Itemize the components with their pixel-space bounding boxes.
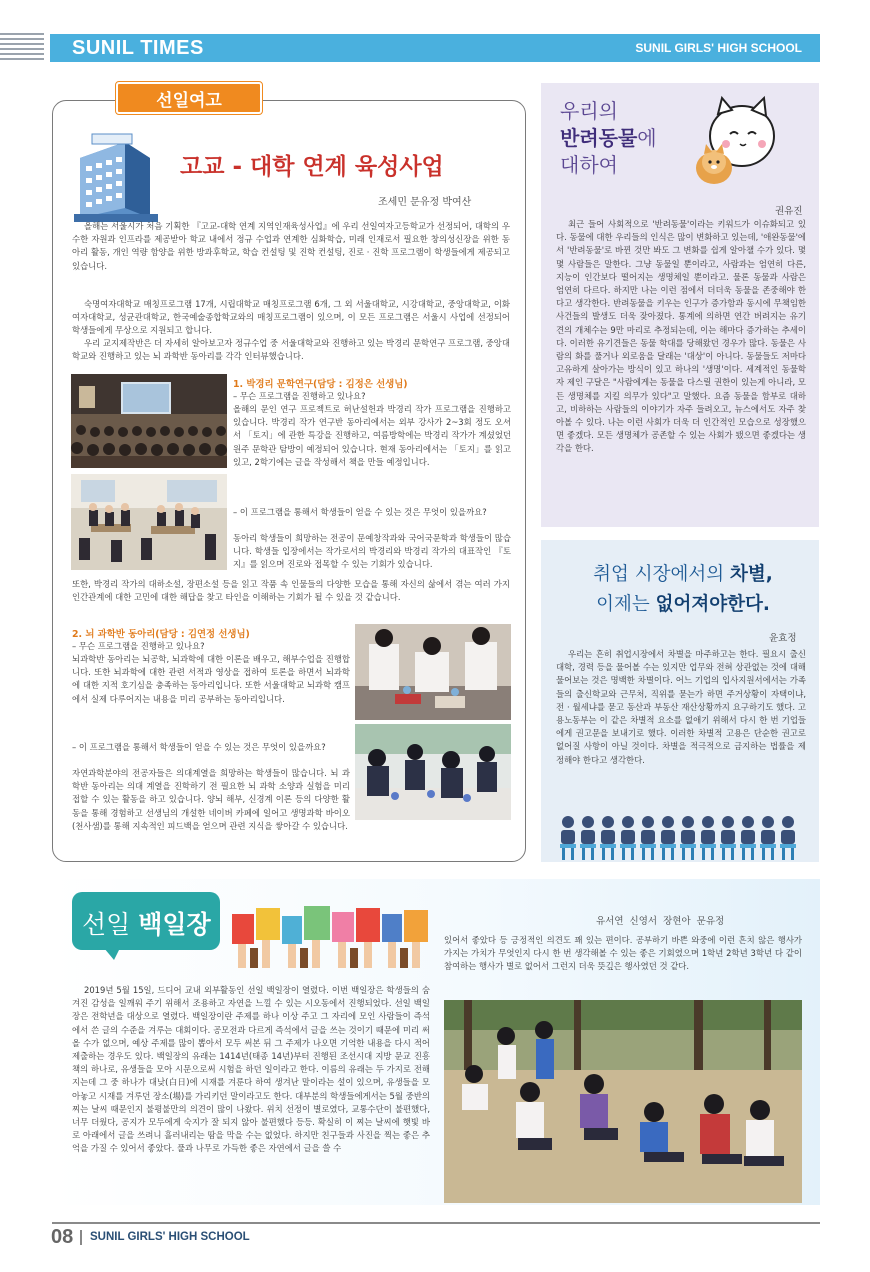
pets-article-title — [560, 98, 657, 179]
cat-and-dog-illustration — [686, 92, 782, 190]
section2-question-1: – 무슨 프로그램을 진행하고 있나요? — [72, 641, 205, 651]
section1-answer-2-continued: 또한, 박경리 작가의 대하소설, 장편소설 등을 읽고 작품 속 인물들의 다양한 모습을 통해 자신의 삶에서 겪는 여러 가지 인간관계에 대한 고민에 대한 해답을 찾고 타인을 이해하는 기회가 될 수 있을 것 같습니다. — [72, 579, 510, 603]
pets-title-line-1: 우리의 — [560, 99, 618, 123]
section-tag — [116, 82, 262, 114]
job-title-bold-2: 없어져야한다. — [655, 594, 770, 615]
pets-title-suffix: 에 — [637, 126, 657, 150]
baekiljang-authors: 유서연 신영서 장현아 문유정 — [596, 916, 725, 927]
footer-separator — [80, 1230, 82, 1245]
job-title-bold-1: 차별, — [730, 564, 773, 585]
job-article-author: 윤효정 — [769, 633, 797, 644]
header-bar — [50, 34, 820, 62]
page-number: 08 — [51, 1226, 74, 1248]
section2-heading: 2. 뇌 과학반 동아리(담당 : 김연정 선생님) — [72, 629, 250, 640]
pets-title-bold: 반려동물 — [560, 126, 638, 150]
newspaper-title: SUNIL TIMES — [72, 36, 204, 59]
header-school-name: SUNIL GIRLS' HIGH SCHOOL — [635, 41, 802, 55]
classroom-photo — [71, 474, 227, 570]
footer-divider — [52, 1222, 820, 1224]
section1-question-1: – 무슨 프로그램을 진행하고 있나요? — [233, 391, 366, 401]
header-stripes — [0, 33, 44, 61]
section2-question-2: – 이 프로그램을 통해서 학생들이 얻을 수 있는 것은 무엇이 있을까요? — [72, 742, 326, 752]
hands-holding-books-illustration — [228, 904, 432, 970]
main-article-title: 고교 - 대학 연계 육성사업 — [180, 154, 444, 180]
job-title-part-2: 이제는 — [596, 594, 656, 615]
section1-heading: 1. 박경리 문학연구(담당 : 김정은 선생님) — [233, 379, 408, 390]
section2-answer-1: 뇌과학반 동아리는 뇌공학, 뇌과학에 대한 이론을 배우고, 해부수업을 진행합니다. 또한 뇌과학에 대한 관련 서적과 영상을 접하여 토론을 하면서 뇌과학에 대한 지적 호기심을 충족하는 동아리입니다. 또한 서울대학교 뇌과학 캠프에서 실제 다루어지는 내용을 미리 공부하는 동아리입니다. — [72, 654, 350, 704]
job-article-title — [558, 560, 808, 620]
intro-paragraph-3: 우리 교지제작반은 더 자세히 알아보고자 정규수업 중 서울대학교와 진행하고 있는 박경리 문학연구 프로그램, 중앙대학교와 진행하고 있는 뇌 과학반 동아리를 각각 인터뷰했습니다. — [72, 338, 510, 362]
baekiljang-bubble-tail — [104, 948, 120, 960]
baekiljang-title-regular: 선일 — [82, 910, 139, 939]
footer-school-name: SUNIL GIRLS' HIGH SCHOOL — [90, 1231, 250, 1243]
section1-question-2: – 이 프로그램을 통해서 학생들이 얻을 수 있는 것은 무엇이 있을까요? — [233, 507, 487, 517]
pets-article-body: 최근 들어 사회적으로 '반려동물'이라는 키워드가 이슈화되고 있다. 동물에 대한 우리들의 인식은 많이 변화하고 있는데, '애완동물'에서 '반려동물'로 바뀐 것만 봐도 그 변화를 쉽게 알아챌 수가 있다. 몇몇 사람들은 말한다. 그냥 동물일 뿐이라고, 사람과는 엄연히 다른, 지능이 인간보다 떨어지는 생명체일 뿐이라고. 물론 동물과 사람은 엄연히 다르다. 하지만 나는 이런 점에서 더더욱 동물을 존중해야 한다고 생각한다. 반려동물을 키우는 인구가 증가함과 동시에 무책임한 사건들의 발생도 더욱 잦아졌다. 통계에 의하면 연간 버려지는 유기견의 개체수는 9만 마리로 추정되는데, 이는 해마다 증가하는 추세이다. 이러한 유기견들은 동물 학대를 당해왔던 경우가 많다. 동물은 사람의 화를 풀거나 외로움을 달래는 '대상'이 아니다. 동물들도 저마다 고유하게 살아가는 방식이 있고 하나의 '생명'이다. 세계적인 동물학자 제인 구달은 "사람에게는 동물을 다스릴 권한이 있는게 아니라, 모든 생명체를 지킬 의무가 있다"고 말했다. 요즘 동물을 함부로 대하고, 비하하는 사람들의 이야기가 자주 들려오고, 뉴스에서도 자주 찾아볼 수 있다. 나는 이런 사회가 더욱 더 인간적인 모습으로 성장했으면 좋겠다. 모든 생명체가 공존할 수 있는 사회가 됐으면 좋겠다는 생각을 한다. — [556, 219, 806, 454]
section-tag-label: 선일여고 — [156, 90, 222, 111]
job-seekers-illustration — [558, 810, 802, 862]
section2-answer-2-start: 자연과학분야의 전공자들은 의대계열을 희망하는 학생들이 많습니다. 뇌 과학반 동아리는 의대 계열을 진학하기 전 필요한 뇌 과학 소양과 실험을 미리 접할 수 있는 활동을 하고 있습니다. 양뇌 해부, 신경계 이론 등의 다양한 활동을 통해 경험하고 선생님의 개설한 네이버 카페에 일어고 생명과학 바이오(천사샘)를 통해 지속적인 피드백을 얻으며 관련 지식을 쌓아갈 수 있습니다. — [72, 768, 350, 831]
job-title-part-1: 취업 시장에서의 — [593, 564, 731, 585]
pets-article-author: 권유진 — [775, 206, 803, 217]
pets-title-line-3: 대하여 — [560, 153, 618, 177]
section1-answer-1: 올해의 문인 연구 프로젝트로 허난설헌과 박경리 작가 프로그램을 진행하고 있습니다. 박경리 작가 연구반 동아리에서는 외부 강사가 2~3회 정도 오셔서 「토지」에 관한 특강을 진행하고, 여름방학에는 박경리 작가가 계셨었던 원주 문학관 탐방이 예정되어 있습니다. 현재 동아리에서는 「토지」를 읽고 있고, 2학기에는 글을 작성해서 책을 만들 예정입니다. — [233, 404, 511, 467]
baekiljang-title-bold: 백일장 — [138, 910, 211, 939]
brain-lab-photo — [355, 624, 511, 720]
dissection-class-photo — [355, 724, 511, 820]
lecture-hall-photo — [71, 374, 227, 468]
intro-paragraph-1: 올해는 서울시가 처음 기획한 『고교-대학 연계 지역인재육성사업』에 우리 선일여자고등학교가 선정되어, 대학의 우수한 자원과 인프라를 제공받아 학교 내에서 정규 수업과 연계한 심화학습, 미래 인재로서 필요한 창의성신장을 위한 동아리 활동, 개인 역량 함양을 위한 방과후학교, 학습 컨설팅 및 진학 컨설팅, 진로 · 진학 프로그램이 학생들에게 제공되고 있습니다. — [72, 221, 510, 271]
job-article-body: 우리는 흔히 취업시장에서 차별을 마주하고는 한다. 필요시 출신 대학, 경력 등을 물어볼 수는 있지만 업무와 전혀 상관없는 것에 대해 물어보는 것은 명백한 차별이다. 어느 기업의 입사지원서에서는 가족들의 출신학교와 근무처, 직위를 묻는가 하면 주거상황이 자택이냐, 전 · 월세냐를 묻고 동산과 부동산 재산상황까지 요구하기도 했다. 고용노동부는 이 같은 차별적 요소를 없애기 위해서 다시 한 번 기업들에게 권고문을 보내기로 했다. 이러한 차별적 고용은 단순한 권고로 없어질 사항이 아닐 것이다. 차별을 적극적으로 금지하는 법률을 제정해야 한다고 생각한다. — [556, 649, 806, 765]
baekiljang-body-left: 2019년 5월 15일, 드디어 교내 외부활동인 선일 백일장이 열렸다. 이번 백일장은 학생들의 숨겨진 감성을 일깨워 주기 위해서 조용하고 자연을 느낄 수 있는 시오동에서 진행되었다. 선일 백일장은 전학년을 대상으로 열렸다. 백일장이란 주제를 하나 이상 주고 그 자리에 모인 사람들이 즉석에서 쓴 글의 수준을 겨루는 대회이다. 공모전과 다르게 즉석에서 글을 쓰는 것이기 때문에 미리 써올 수가 없으며, 예상 주제를 많이 뽑아서 모두 써본 뒤 그 주제가 나오면 기억한 내용을 다시 적어 제출하는 경우도 있다. 백일장의 유래는 1414년(태종 14년)부터 진행된 조선시대 지방 문교 진흥책의 하나로, 유생들을 모아 시문으로써 시험을 하던 일이라고 한다. 이름의 유래는 두 가지로 전해지는데 그 중 하나가 대낮(白日)에 시재를 겨룬다 하여 생겨난 말이라는 설이 있으며, 유생들을 모아놓고 시재를 겨루던 장소(場)를 가리키던 말이라고도 한다. 대부분의 학생들에게서는 5월 중반의 찌는 날씨 때문인지 불평불만의 의견이 많이 나왔다. 위치 선정이 별로였다, 교통수단이 불편했다, 너무 더웠다, 공지가 모두에게 숙지가 잘 되지 않아 불편했다 등등. 확실히 이 찌는 날씨에 햇빛 바로 아래에서 글을 쓰려니 흘러내리는 땀을 막을 수는 없었다. 하지만 친구들과 사진을 찍는 좋은 추억을 가질 수 있어서 좋았다. 풀과 나무로 가득한 좋은 자연에서 글을 쓸 수 — [72, 985, 430, 1154]
main-article-authors: 조세민 문유정 박여산 — [378, 197, 472, 208]
university-building-icon — [70, 128, 162, 224]
students-outdoor-photo — [444, 1000, 802, 1203]
intro-paragraph-2: 숙명여자대학교 매칭프로그램 17개, 시립대학교 매칭프로그램 6개, 그 외 서울대학교, 시강대학교, 중앙대학교, 이화여자대학교, 성균관대학교, 한국예술종합학교와의 매칭프로그램이 있으며, 이 모든 프로그램은 서울시 사업에 선정되어 학생들에게 무상으로 지원되고 합니다. — [72, 299, 510, 336]
section1-answer-2: 동아리 학생들이 희망하는 전공이 문예창작과와 국어국문학과 학생들이 많습니다. 학생들 입장에서는 작가로서의 박경리와 박경리 작가의 대표작인 『토지』를 읽으며 진로와 접목할 수 있는 기회가 있습니다. — [233, 533, 511, 570]
baekiljang-body-right: 있어서 좋았다 등 긍정적인 의견도 꽤 있는 편이다. 공부하기 바쁜 와중에 이런 흔치 않은 행사가 가지는 가치가 무엇인지 다시 한 번 생각해볼 수 있는 좋은 기회였으며 1학년 2학년 3학년 다 같이 참여하는 행사가 별로 없어서 그런지 더욱 뜻깊은 행사였던 것 같다. — [444, 935, 802, 972]
baekiljang-title — [82, 905, 211, 941]
